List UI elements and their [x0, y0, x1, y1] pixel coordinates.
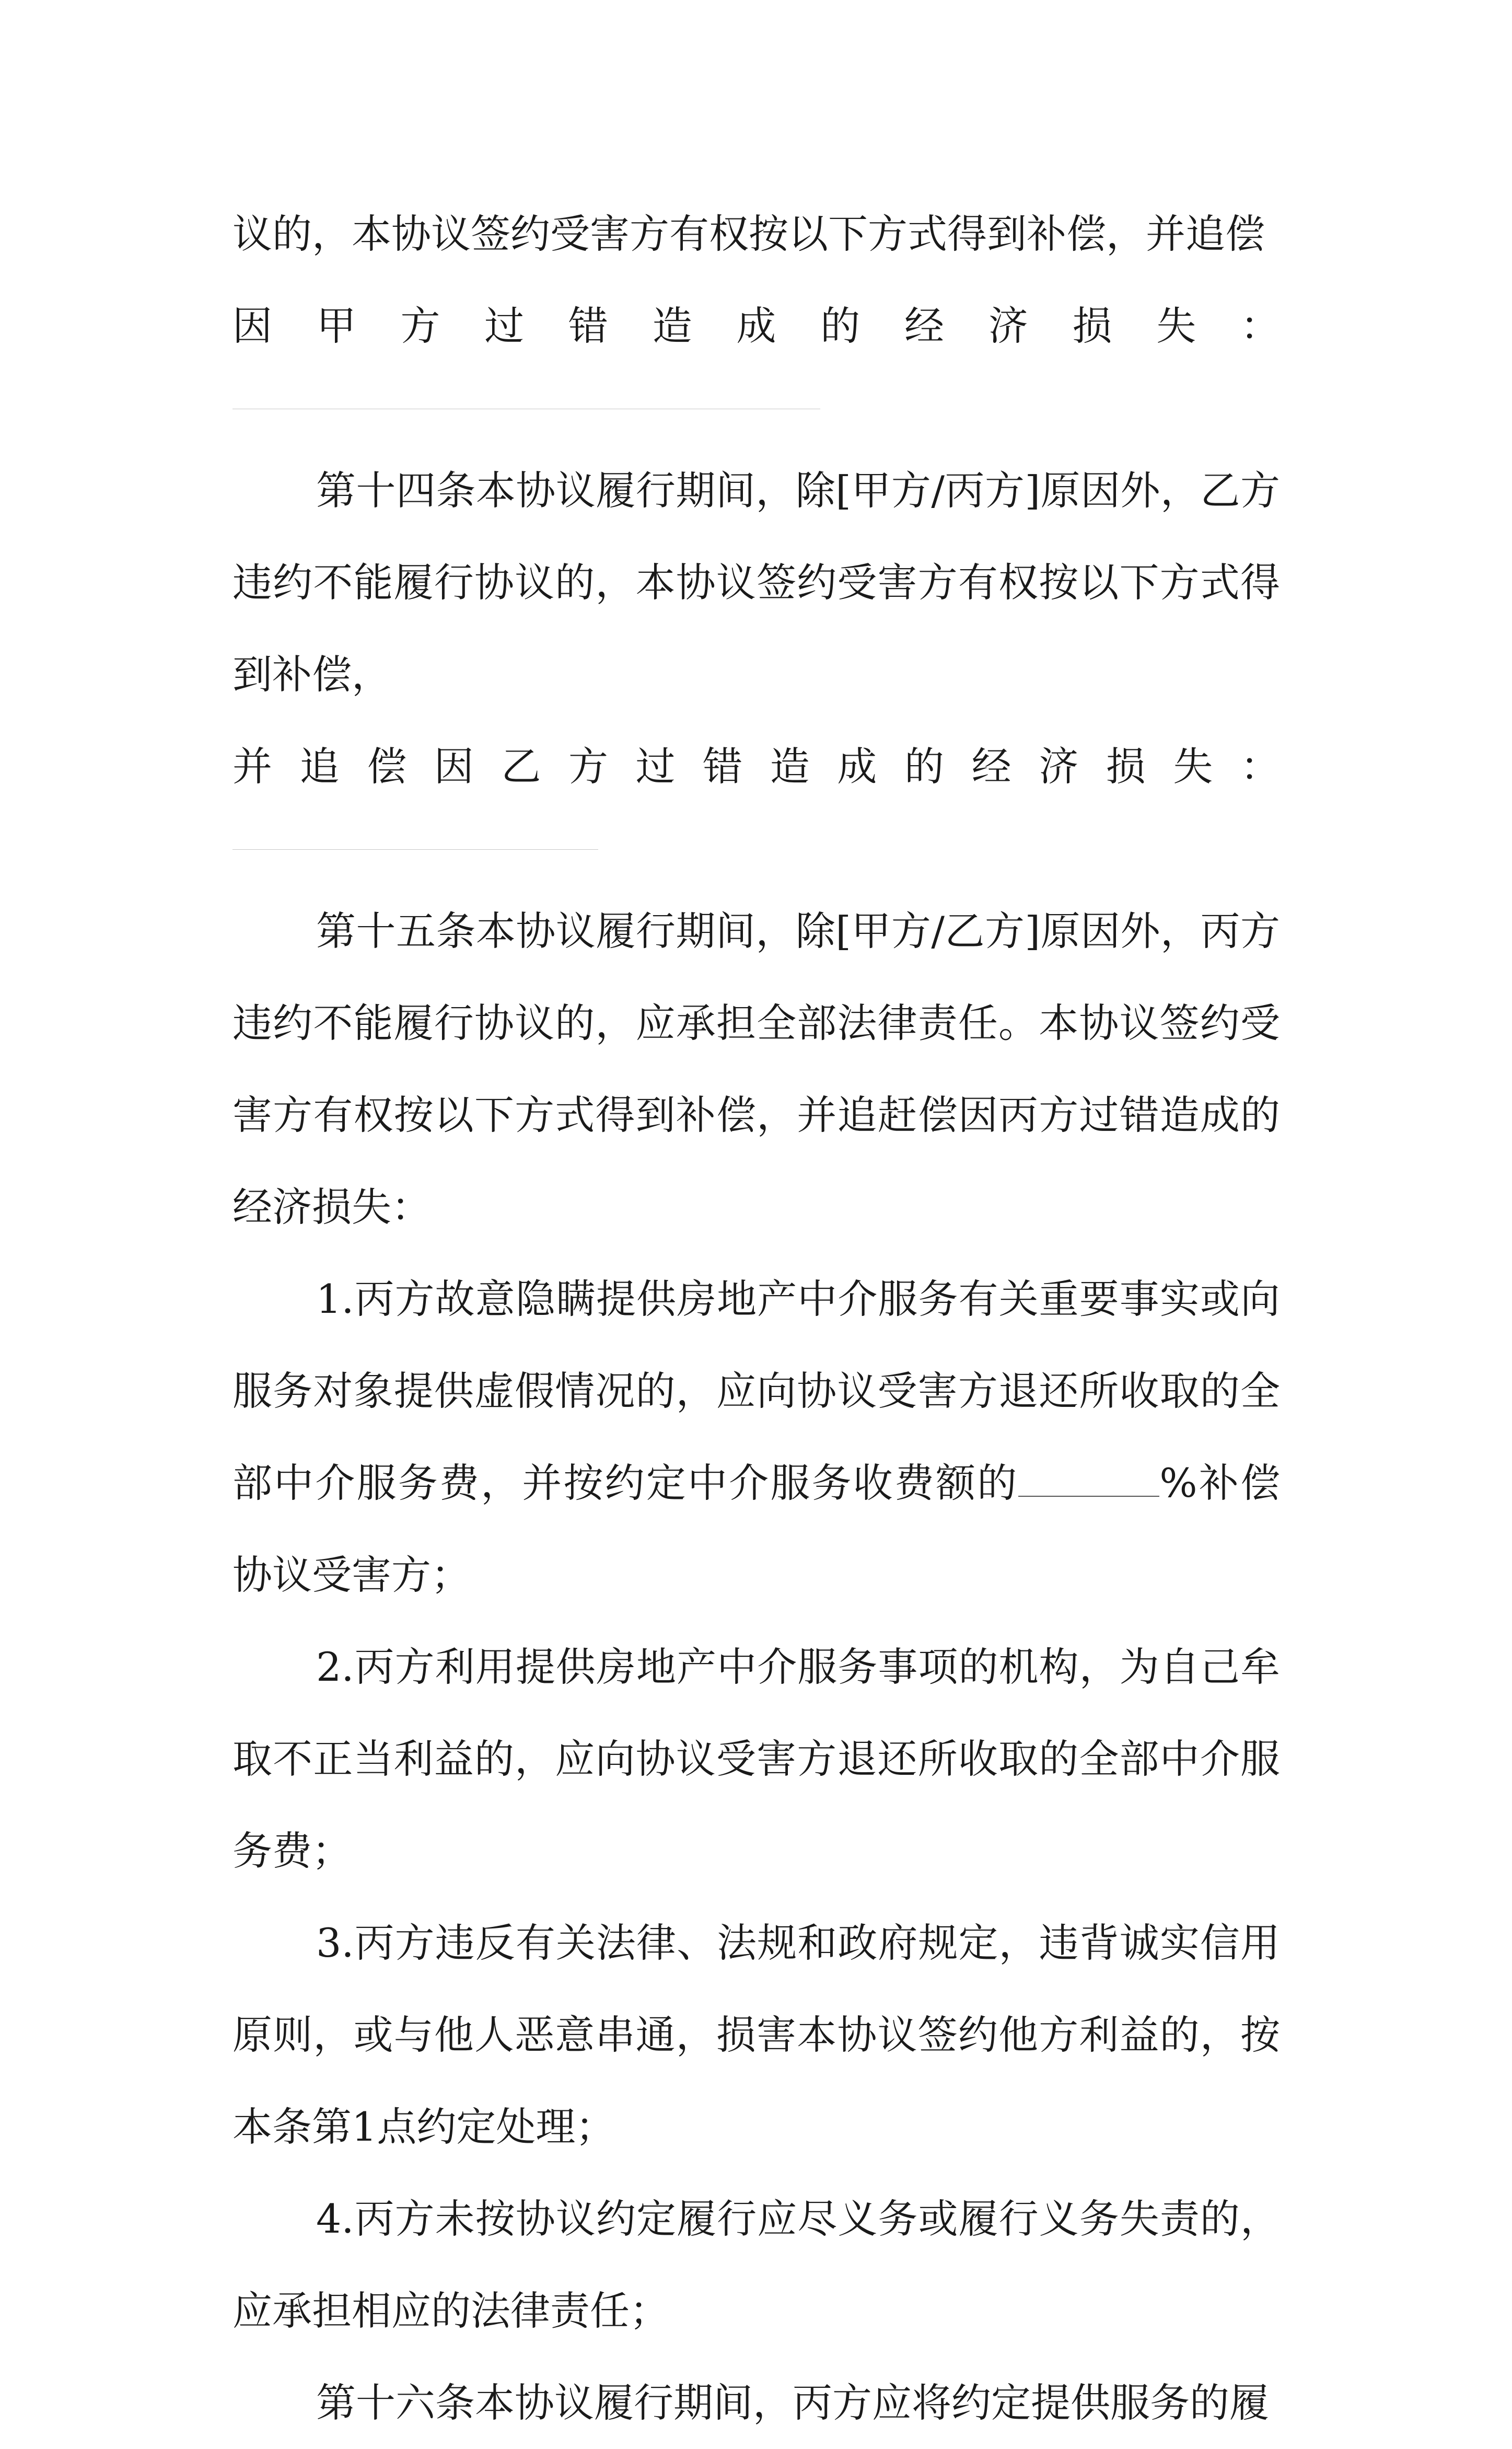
percent-blank [1018, 1464, 1159, 1497]
continued-line-2: 因甲方过错造成的经济损失： [232, 303, 1280, 349]
article-14-text: 第十四条本协议履行期间，除[甲方/丙方]原因外，乙方违约不能履行协议的，本协议签约受害方有权按以下方式得到补偿， [232, 467, 1280, 698]
article-15-item-1 [232, 1253, 1280, 1621]
article-15-item-4: 4.丙方未按协议约定履行应尽义务或履行义务失责的，应承担相应的法律责任； [232, 2196, 1280, 2334]
document-page [232, 188, 1280, 2449]
article-16: 第十六条本协议履行期间，丙方应将约定提供服务的履 [316, 2379, 1269, 2426]
article-15-item-3: 3.丙方违反有关法律、法规和政府规定，违背诚实信用原则，或与他人恶意串通，损害本协议签约他方利益的，按本条第1点约定处理； [232, 1920, 1280, 2150]
article-15: 第十五条本协议履行期间，除[甲方/乙方]原因外，丙方违约不能履行协议的，应承担全部法律责任。本协议签约受害方有权按以下方式得到补偿，并追赶偿因丙方过错造成的经济损失： [232, 908, 1280, 1230]
article-14-last-line: 并追偿因乙方过错造成的经济损失： [232, 743, 1280, 790]
item-1-text: 1.丙方故意隐瞒提供房地产中介服务有关重要事实或向服务对象提供虚假情况的，应向协议受害方退还所收取的全部中介服务费，并按约定中介服务收费额的 [232, 1276, 1280, 1506]
article-15-item-2: 2.丙方利用提供房地产中介服务事项的机构，为自己牟取不正当利益的，应向协议受害方退还所收取的全部中介服务费； [232, 1644, 1280, 1874]
item-1-text-end: %补偿协议受害方； [232, 1460, 1280, 1598]
continued-line-1: 议的，本协议签约受害方有权按以下方式得到补偿，并追偿 [232, 211, 1265, 257]
article-14 [232, 445, 1280, 721]
fill-in-blank-line [232, 849, 598, 850]
continued-paragraph [232, 188, 1280, 372]
